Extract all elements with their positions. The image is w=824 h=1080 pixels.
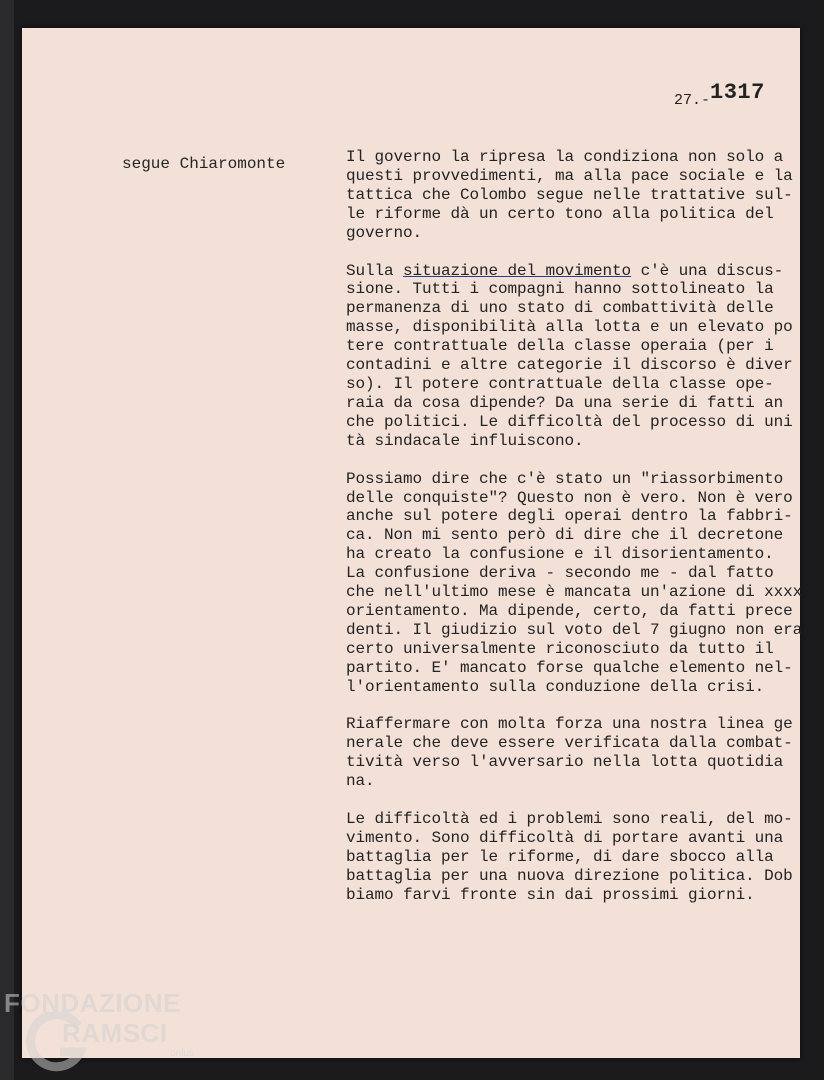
- text-line: masse, disponibilità alla lotta e un elevato po: [346, 318, 793, 337]
- text-line: permanenza di uno stato di combattività delle: [346, 299, 774, 318]
- text-line: tattica che Colombo segue nelle trattative sul-: [346, 185, 793, 204]
- text-line: raia da cosa dipende? Da una serie di fatti an: [346, 393, 784, 412]
- text-line: questi provvedimenti, ma alla pace sociale e la: [346, 166, 793, 185]
- text-line-with-underline: [346, 262, 804, 281]
- text-line: denti. Il giudizio sul voto del 7 giugno non era: [346, 620, 803, 639]
- scanner-edge: [0, 0, 14, 1080]
- page-number: [674, 80, 765, 109]
- text-line: certo universalmente riconosciuto da tutto il: [346, 639, 774, 658]
- text-line: Il governo la ripresa la condiziona non solo a: [346, 148, 784, 166]
- text-line: orientamento. Ma dipende, certo, da fatti prece: [346, 601, 793, 620]
- text-line: vimento. Sono difficoltà di portare avanti una: [346, 829, 784, 847]
- text-line: sione. Tutti i compagni hanno sottolineato la: [346, 280, 774, 299]
- margin-note: segue Chiaromonte: [122, 155, 286, 173]
- text-line: partito. E' mancato forse qualche elemento nel-: [346, 658, 793, 677]
- watermark-line-1: FONDAZIONE: [4, 988, 181, 1018]
- text-line: le riforme dà un certo tono alla politica del: [346, 204, 774, 223]
- page-stamp-number: 1317: [710, 80, 765, 105]
- watermark-line-2: RAMSCI: [62, 1018, 168, 1048]
- text-line: nerale che deve essere verificata dalla combat-: [346, 734, 793, 753]
- text-line: che politici. Le difficoltà del processo di uni: [346, 412, 793, 431]
- text-line: biamo farvi fronte sin dai prossimi giorni.: [346, 885, 755, 904]
- document-page: [22, 28, 803, 1058]
- text-line: La confusione deriva - secondo me - dal fatto: [346, 564, 774, 583]
- paragraph-5: [346, 810, 804, 905]
- text-fragment: Sulla: [346, 261, 404, 280]
- watermark-line-3: onlus: [170, 1048, 194, 1059]
- paragraph-1: [346, 148, 804, 243]
- paragraph-2: [346, 262, 804, 451]
- paragraph-3: [346, 470, 804, 697]
- text-line: tere contrattuale della classe operaia (per i: [346, 337, 774, 356]
- archive-watermark: [4, 988, 214, 1078]
- text-line: tività verso l'avversario nella lotta quotidia: [346, 753, 784, 772]
- text-line: che nell'ultimo mese è mancata un'azione di xxxx: [346, 583, 803, 602]
- text-line: anche sul potere degli operai dentro la fabbri-: [346, 507, 793, 526]
- text-line: tà sindacale influiscono.: [346, 431, 584, 450]
- text-line: ha creato la confusione e il disorientamento.: [346, 545, 774, 564]
- text-fragment: c'è una discus-: [631, 261, 784, 280]
- text-line: governo.: [346, 223, 423, 242]
- text-line: contadini e altre categorie il discorso è diver: [346, 356, 793, 375]
- text-line: Possiamo dire che c'è stato un "riassorbimento: [346, 469, 784, 488]
- page-sequence: 27.-: [674, 92, 711, 109]
- text-line: Riaffermare con molta forza una nostra linea ge: [346, 715, 793, 734]
- text-line: Le difficoltà ed i problemi sono reali, del mo-: [346, 810, 793, 829]
- underlined-phrase: situazione del movimento: [403, 261, 632, 280]
- text-line: so). Il potere contrattuale della classe ope-: [346, 374, 774, 393]
- paragraph-4: [346, 715, 804, 791]
- text-line: battaglia per le riforme, di dare sbocco alla: [346, 847, 774, 866]
- text-line: battaglia per una nuova direzione politica. Dob: [346, 866, 793, 885]
- text-line: delle conquiste"? Questo non è vero. Non è vero: [346, 488, 793, 507]
- text-line: l'orientamento sulla conduzione della crisi.: [346, 677, 765, 696]
- body-text: [346, 148, 804, 924]
- text-line: na.: [346, 772, 375, 791]
- text-line: ca. Non mi sento però di dire che il decretone: [346, 526, 784, 545]
